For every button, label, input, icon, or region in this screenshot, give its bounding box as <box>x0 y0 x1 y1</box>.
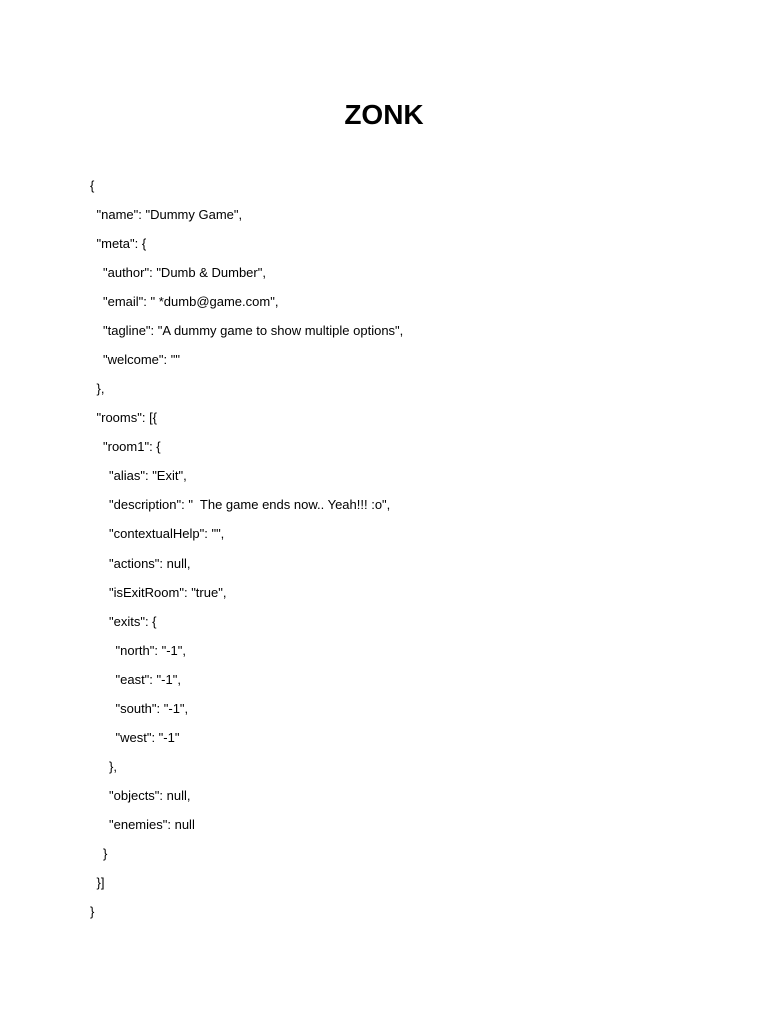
code-line: "exits": { <box>109 613 157 629</box>
code-line: "actions": null, <box>109 555 191 571</box>
code-line: }, <box>109 759 117 775</box>
code-line: } <box>90 904 95 920</box>
code-line: } <box>103 846 108 862</box>
code-line: "author": "Dumb & Dumber", <box>103 264 266 280</box>
code-line: "meta": { <box>96 235 147 251</box>
code-line: "description": " The game ends now.. Yeah!!! :o", <box>109 497 391 513</box>
json-code-block <box>0 171 768 927</box>
code-line: "name": "Dummy Game", <box>96 206 243 222</box>
code-line: }, <box>96 381 105 397</box>
code-line: "rooms": [{ <box>96 410 158 426</box>
code-line: "objects": null, <box>109 788 191 804</box>
code-line: "isExitRoom": "true", <box>109 584 227 600</box>
code-line: "south": "-1", <box>115 700 189 716</box>
code-line: }] <box>96 875 105 891</box>
code-line: "enemies": null <box>109 817 195 833</box>
code-line: { <box>90 177 95 193</box>
code-line: "welcome": "" <box>103 351 180 367</box>
code-line: "contextualHelp": "", <box>109 526 225 542</box>
code-line: "east": "-1", <box>115 671 181 687</box>
code-line: "tagline": "A dummy game to show multiple options", <box>103 322 404 338</box>
code-line: "west": "-1" <box>115 729 180 745</box>
code-line: "north": "-1", <box>115 642 186 658</box>
code-line: "alias": "Exit", <box>109 468 187 484</box>
code-line: "email": " *dumb@game.com", <box>103 293 279 309</box>
code-line: "room1": { <box>103 439 161 455</box>
page-title: ZONK <box>344 99 424 130</box>
